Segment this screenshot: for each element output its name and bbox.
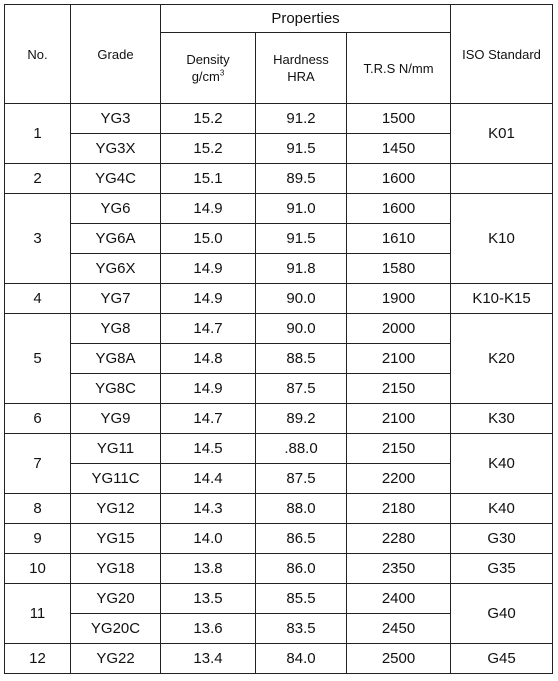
- table-body: [5, 104, 553, 674]
- header-density: [161, 33, 256, 104]
- cell-density: 14.0: [161, 524, 256, 554]
- cell-trs: 1600: [347, 194, 451, 224]
- cell-hardness: 85.5: [256, 584, 347, 614]
- cell-hardness: 91.5: [256, 134, 347, 164]
- cell-hardness: 84.0: [256, 644, 347, 674]
- table-row: [5, 194, 553, 224]
- table-row: [5, 584, 553, 614]
- cell-no: 2: [5, 164, 71, 194]
- cell-no: 3: [5, 194, 71, 284]
- table-row: [5, 164, 553, 194]
- cell-hardness: 89.2: [256, 404, 347, 434]
- cell-hardness: 86.0: [256, 554, 347, 584]
- cell-no: 8: [5, 494, 71, 524]
- cell-grade: YG15: [71, 524, 161, 554]
- cell-trs: 2200: [347, 464, 451, 494]
- cell-hardness: 88.5: [256, 344, 347, 374]
- cell-iso-standard: K20: [451, 314, 553, 404]
- cell-density: 14.9: [161, 254, 256, 284]
- cell-density: 13.4: [161, 644, 256, 674]
- header-hardness: [256, 33, 347, 104]
- cell-trs: 1450: [347, 134, 451, 164]
- cell-grade: YG6X: [71, 254, 161, 284]
- cell-density: 15.0: [161, 224, 256, 254]
- cell-iso-standard: G40: [451, 584, 553, 644]
- cell-iso-standard: G30: [451, 524, 553, 554]
- cell-density: 14.4: [161, 464, 256, 494]
- cell-hardness: 86.5: [256, 524, 347, 554]
- cell-hardness: 87.5: [256, 464, 347, 494]
- cell-no: 6: [5, 404, 71, 434]
- table-row: [5, 314, 553, 344]
- cell-trs: 2280: [347, 524, 451, 554]
- cell-grade: YG3X: [71, 134, 161, 164]
- density-unit-exponent: 3: [219, 68, 225, 78]
- header-no: No.: [5, 5, 71, 104]
- cell-iso-standard: K30: [451, 404, 553, 434]
- cell-density: 14.9: [161, 374, 256, 404]
- cell-no: 7: [5, 434, 71, 494]
- cell-trs: 1580: [347, 254, 451, 284]
- cell-trs: 1900: [347, 284, 451, 314]
- table-row: [5, 284, 553, 314]
- cell-trs: 2100: [347, 404, 451, 434]
- cell-density: 15.2: [161, 104, 256, 134]
- table-row: [5, 554, 553, 584]
- cell-no: 5: [5, 314, 71, 404]
- cell-grade: YG20: [71, 584, 161, 614]
- cell-grade: YG7: [71, 284, 161, 314]
- cell-hardness: 90.0: [256, 284, 347, 314]
- cell-grade: YG8: [71, 314, 161, 344]
- cell-iso-standard: K10-K15: [451, 284, 553, 314]
- cell-trs: 1600: [347, 164, 451, 194]
- cell-grade: YG4C: [71, 164, 161, 194]
- cell-density: 14.7: [161, 404, 256, 434]
- table-row: [5, 524, 553, 554]
- cell-grade: YG6: [71, 194, 161, 224]
- header-properties: Properties: [161, 5, 451, 33]
- cell-density: 14.5: [161, 434, 256, 464]
- cell-density: 15.2: [161, 134, 256, 164]
- cell-grade: YG9: [71, 404, 161, 434]
- cell-trs: 1610: [347, 224, 451, 254]
- cell-iso-standard: K40: [451, 494, 553, 524]
- cell-grade: YG11: [71, 434, 161, 464]
- header-trs: T.R.S N/mm: [347, 33, 451, 104]
- cell-hardness: 91.8: [256, 254, 347, 284]
- cell-density: 13.5: [161, 584, 256, 614]
- cell-density: 13.6: [161, 614, 256, 644]
- header-grade: Grade: [71, 5, 161, 104]
- cell-hardness: 83.5: [256, 614, 347, 644]
- density-label: Density: [186, 52, 230, 67]
- cell-trs: 2400: [347, 584, 451, 614]
- cell-grade: YG8C: [71, 374, 161, 404]
- cell-hardness: 89.5: [256, 164, 347, 194]
- table-row: [5, 494, 553, 524]
- table-row: [5, 404, 553, 434]
- cell-no: 1: [5, 104, 71, 164]
- cell-grade: YG8A: [71, 344, 161, 374]
- cell-density: 14.9: [161, 194, 256, 224]
- cell-density: 14.9: [161, 284, 256, 314]
- cell-iso-standard: [451, 164, 553, 194]
- cell-no: 11: [5, 584, 71, 644]
- table-row: [5, 104, 553, 134]
- header-iso-standard: ISO Standard: [451, 5, 553, 104]
- table-row: [5, 644, 553, 674]
- cell-trs: 2180: [347, 494, 451, 524]
- cell-hardness: 91.5: [256, 224, 347, 254]
- cell-trs: 2150: [347, 434, 451, 464]
- density-unit: $g/cm^3$: [191, 68, 225, 84]
- cell-hardness: 88.0: [256, 494, 347, 524]
- cell-no: 4: [5, 284, 71, 314]
- hardness-unit: HRA: [287, 69, 315, 84]
- cell-grade: YG3: [71, 104, 161, 134]
- cell-trs: 2150: [347, 374, 451, 404]
- cell-trs: 2500: [347, 644, 451, 674]
- cell-grade: YG12: [71, 494, 161, 524]
- cell-iso-standard: K10: [451, 194, 553, 284]
- cell-hardness: 91.0: [256, 194, 347, 224]
- cell-hardness: 91.2: [256, 104, 347, 134]
- cell-density: 14.7: [161, 314, 256, 344]
- cell-iso-standard: K01: [451, 104, 553, 164]
- cell-iso-standard: K40: [451, 434, 553, 494]
- cell-hardness: 87.5: [256, 374, 347, 404]
- cell-grade: YG6A: [71, 224, 161, 254]
- cell-trs: 2000: [347, 314, 451, 344]
- cell-density: 13.8: [161, 554, 256, 584]
- cell-grade: YG22: [71, 644, 161, 674]
- properties-table: [4, 4, 553, 674]
- cell-density: 15.1: [161, 164, 256, 194]
- cell-no: 9: [5, 524, 71, 554]
- cell-no: 12: [5, 644, 71, 674]
- cell-iso-standard: G45: [451, 644, 553, 674]
- cell-hardness: .88.0: [256, 434, 347, 464]
- cell-no: 10: [5, 554, 71, 584]
- cell-trs: 2100: [347, 344, 451, 374]
- cell-density: 14.3: [161, 494, 256, 524]
- cell-iso-standard: G35: [451, 554, 553, 584]
- cell-trs: 2450: [347, 614, 451, 644]
- cell-trs: 2350: [347, 554, 451, 584]
- cell-density: 14.8: [161, 344, 256, 374]
- hardness-label: Hardness: [273, 52, 329, 67]
- cell-hardness: 90.0: [256, 314, 347, 344]
- cell-grade: YG18: [71, 554, 161, 584]
- cell-grade: YG20C: [71, 614, 161, 644]
- cell-grade: YG11C: [71, 464, 161, 494]
- cell-trs: 1500: [347, 104, 451, 134]
- table-row: [5, 434, 553, 464]
